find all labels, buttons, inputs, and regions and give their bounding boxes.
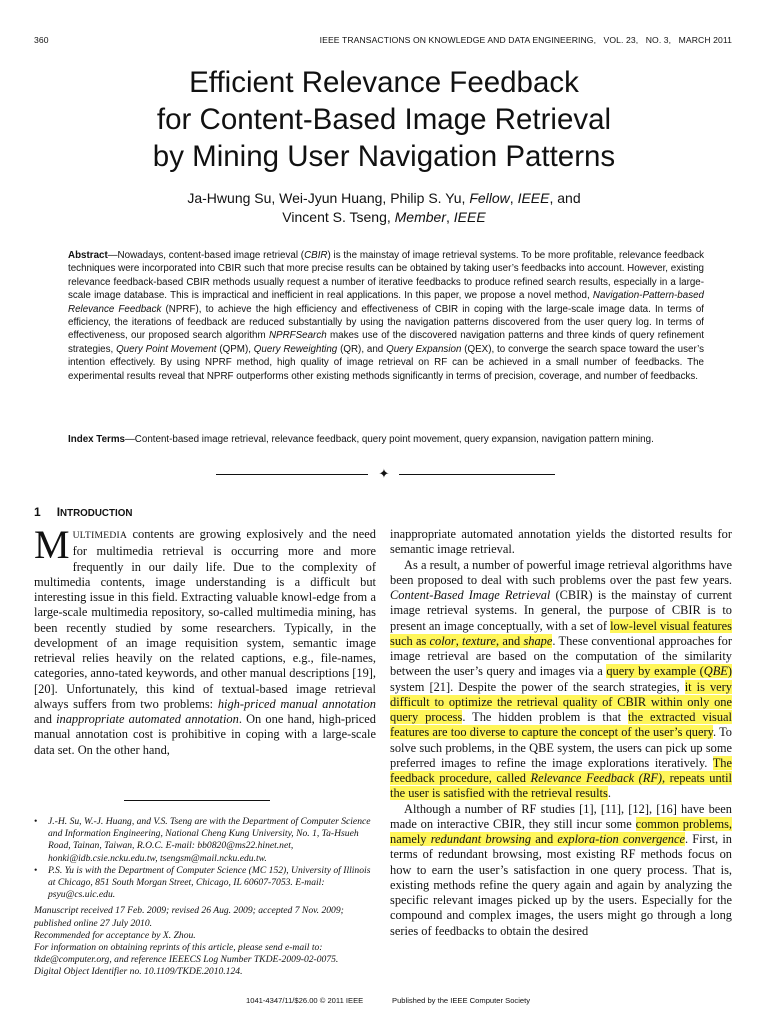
bullet-icon: • bbox=[34, 864, 38, 876]
body-text: system [21]. Despite the power of the search strategies, bbox=[390, 679, 685, 694]
abstract-term: NPRFSearch bbox=[268, 330, 327, 342]
body-text: . On one hand, high-priced manual annotation cost is prohibitive in coping with a large-scale data set. On the other hand, bbox=[34, 712, 376, 757]
footnote-text: P.S. Yu is with the Department of Computer Science (MC 152), University of Illinois at Chicago, 851 South Morgan Street, Chicago, IL 60607-7053. E-mail: psyu@cs.uic.edu. bbox=[48, 864, 371, 901]
highlight-text: , bbox=[455, 633, 463, 648]
highlight-text: The feedback procedure, called bbox=[390, 755, 732, 785]
author-comma-2: , bbox=[446, 209, 454, 225]
ieee-label: IEEE bbox=[517, 190, 550, 206]
abstract-term: Query Reweighting bbox=[253, 343, 338, 355]
highlight-qbe bbox=[606, 664, 732, 678]
body-text: . To solve such problems, in the QBE system, the users can pick up some preferred images to refine the image explorations iteratively. bbox=[390, 725, 732, 770]
abstract-text: (QEX), to converge the search space toward the user’s intention effectively. By using NPRF method, high quality of image retrieval on RF can be achieved in a small number of feedbacks. The experimental results reveal that NPRF outperforms other existing methods significantly in terms of precision, coverage, and number of feedbacks. bbox=[68, 343, 704, 382]
footnote-affiliation-1 bbox=[34, 816, 376, 865]
drop-cap: M bbox=[34, 522, 70, 567]
title-line-2: for Content-Based Image Retrieval bbox=[156, 103, 612, 136]
manuscript-dates: Manuscript received 17 Feb. 2009; revised 26 Aug. 2009; accepted 7 Nov. 2009; published online 27 July 2010. bbox=[34, 905, 344, 929]
ieee-label-2: IEEE bbox=[453, 209, 486, 225]
highlight-term: Relevance Feedback (RF) bbox=[530, 771, 663, 785]
body-text: . bbox=[607, 786, 611, 801]
title-line-3: by Mining User Navigation Patterns bbox=[152, 140, 616, 173]
abstract-text: makes use of the discovered navigation patterns and three kinds of query refinement strategies, bbox=[68, 330, 704, 355]
left-column bbox=[34, 522, 377, 758]
abstract-text: (NPRF), to achieve the high efficiency and effectiveness of CBIR in coping with the large-scale image data. In terms of efficiency, the iterations of feedback are reduced substantially by using the navigation patterns discovered from the user query log. In terms of effectiveness, our proposed search algorithm bbox=[68, 303, 704, 342]
index-terms-text: —Content-based image retrieval, relevance feedback, query point movement, query expansion, navigation pattern mining. bbox=[125, 434, 654, 445]
highlight-term: redundant browsing bbox=[430, 832, 532, 846]
author-line-2 bbox=[34, 208, 734, 227]
section-title-initial: I bbox=[56, 505, 61, 519]
highlight-term: explora-tion convergence bbox=[557, 832, 685, 846]
highlight-text: common problems, namely bbox=[390, 816, 732, 846]
body-text: (CBIR) is the mainstay of current image retrieval systems. In general, the purpose of CBIR is to present an image conceptually, with a set of bbox=[390, 588, 732, 633]
running-header bbox=[34, 35, 732, 49]
highlight-diverse: the extracted visual features are too diverse to capture the concept of the user’s query bbox=[390, 710, 732, 740]
highlight-text: ) bbox=[727, 664, 732, 679]
abstract-term: Navigation-Pattern-based Relevance Feedback bbox=[68, 290, 704, 315]
index-terms-label: Index Terms bbox=[68, 434, 125, 445]
member-title: Member bbox=[394, 209, 446, 225]
publisher-line: Published by the IEEE Computer Society bbox=[392, 996, 531, 1005]
separator-rule-right bbox=[399, 474, 555, 475]
author-list bbox=[34, 189, 734, 227]
reprints-info: For information on obtaining reprints of this article, please send e-mail to: tkde@computer.org, and reference IEEECS Log Number TKDE-2009-02-0075. bbox=[34, 942, 339, 966]
body-text: contents are growing explosively and the need for multimedia retrieval is occurring more and more frequently in our daily life. Due to the complexity of multimedia contents, image understanding is a difficult but interesting issue in this field. Extracting valuable knowl-edge from a large-scale multimedia repository, so-called multimedia mining, has been recently studied by some researchers. Typically, in the development of an image requisition system, semantic image retrieval relies heavily on the related captions, e.g., file-names, categories, anno-tated keywords, and other manual descriptions [19], [20]. Unfortunately, this kind of textual-based image retrieval always suffers from two problems: bbox=[34, 527, 377, 711]
separator-diamond-icon: ✦ bbox=[378, 466, 390, 481]
page-number: 360 bbox=[34, 35, 49, 45]
highlight-text: low-level visual features such as bbox=[390, 618, 732, 648]
footnote-text: J.-H. Su, W.-J. Huang, and V.S. Tseng are with the Department of Computer Science and Information Engineering, National Cheng Kung University, No. 1, Ta-Hsueh Road, Tainan, Taiwan, R.O.C. E-mail: bb0820@ms22.hinet.net, honki@idb.csie.ncku.edu.tw, tsengsm@mail.ncku.edu.tw. bbox=[48, 816, 371, 864]
author-names-2: Vincent S. Tseng, bbox=[282, 209, 395, 225]
abstract-text: ) is the mainstay of image retrieval systems. To be more profitable, relevance feedback techniques were incorporated into CBIR such that more precise results can be obtained by taking user’s feedbacks into account. However, existing relevance feedback-based CBIR methods usually request a number of iterative feedbacks to produce refined search results, especially in a large-scale image database. This is impractical and inefficient in real applications. In this paper, we propose a novel method, bbox=[68, 250, 704, 302]
body-term: inappropriate automated annotation bbox=[56, 712, 239, 726]
body-text: . First, in terms of redundant browsing, most existing RF methods focus on how to earn the user’s satisfaction in one query process. That is, existing methods refine the query again and again by analyzing the specific relevant images picked up by the users. Especially for the compound and complex images, the users might go through a long series of feedbacks to obtain the desired bbox=[390, 832, 732, 938]
bullet-icon: • bbox=[34, 816, 38, 827]
body-term: high-priced manual annotation bbox=[217, 696, 377, 711]
highlight-term: QBE bbox=[703, 664, 728, 679]
body-paragraph-0: inappropriate automated annotation yields the distorted results for semantic image retrieval. bbox=[390, 527, 732, 557]
highlight-term: color bbox=[429, 633, 456, 648]
section-number: 1 bbox=[34, 505, 41, 519]
author-comma: , bbox=[509, 190, 518, 206]
abstract-term: Query Expansion bbox=[386, 343, 462, 355]
section-title-rest: NTRODUCTION bbox=[60, 508, 133, 519]
body-text: . These conventional approaches for image retrieval are based on the computation of the similarity between the user’s query and images via a bbox=[390, 633, 732, 679]
highlight-term: texture bbox=[462, 633, 496, 648]
abstract-term: Query Point Movement bbox=[116, 343, 217, 355]
copyright-line: 1041-4347/11/$26.00 © 2011 IEEE bbox=[246, 996, 364, 1005]
journal-name: IEEE TRANSACTIONS ON KNOWLEDGE AND DATA ENGINEERING, VOL. 23, NO. 3, MARCH 2011 bbox=[319, 35, 732, 45]
fellow-title: Fellow bbox=[469, 190, 510, 206]
highlight-difficult: it is very difficult to optimize the retrieval quality of CBIR within only one query process bbox=[390, 679, 732, 724]
manuscript-info bbox=[34, 905, 376, 978]
doi: Digital Object Identifier no. 10.1109/TKDE.2010.124. bbox=[34, 966, 243, 978]
highlight-text: , repeats until the user is satisfied with the retrieval results bbox=[390, 771, 732, 801]
author-line-1 bbox=[34, 189, 734, 208]
body-paragraph-1 bbox=[390, 558, 732, 802]
separator-rule-left bbox=[216, 474, 368, 475]
highlight-text: and bbox=[531, 832, 558, 846]
abstract-text: —Nowadays, content-based image retrieval ( bbox=[107, 250, 305, 261]
paper-title bbox=[34, 64, 734, 175]
author-and: , and bbox=[549, 190, 581, 206]
abstract-term: CBIR bbox=[304, 250, 328, 261]
title-line-1: Efficient Relevance Feedback bbox=[189, 66, 579, 99]
right-column bbox=[390, 527, 732, 939]
body-text: As a result, a number of powerful image retrieval algorithms have been proposed to deal with such problems over the past few years. bbox=[390, 557, 732, 587]
author-names-1: Ja-Hwung Su, Wei-Jyun Huang, Philip S. Yu, bbox=[187, 190, 470, 206]
smallcaps-word: ULTIMEDIA bbox=[72, 531, 128, 541]
index-terms bbox=[68, 433, 704, 446]
highlight-text: , and bbox=[495, 633, 524, 648]
body-text: Although a number of RF studies [1], [11], [12], [16] have been made on interactive CBIR, they still incur some bbox=[390, 801, 732, 831]
intro-paragraph bbox=[34, 522, 377, 758]
abstract-label: Abstract bbox=[68, 250, 108, 261]
footnote-affiliation-2 bbox=[34, 865, 376, 902]
footnote-rule bbox=[124, 800, 270, 801]
body-term: Content-Based Image Retrieval bbox=[390, 588, 551, 602]
body-text: and bbox=[34, 712, 57, 726]
section-heading bbox=[34, 505, 132, 519]
body-text: . The hidden problem is that bbox=[462, 710, 628, 724]
abstract bbox=[68, 249, 704, 383]
footnotes bbox=[34, 816, 376, 979]
abstract-text: (QR), and bbox=[337, 343, 387, 355]
recommendation: Recommended for acceptance by X. Zhou. bbox=[34, 929, 196, 941]
highlight-text: query by example ( bbox=[606, 664, 704, 679]
body-paragraph-2 bbox=[390, 802, 732, 939]
abstract-text: (QPM), bbox=[216, 343, 254, 355]
highlight-term: shape bbox=[523, 633, 553, 648]
